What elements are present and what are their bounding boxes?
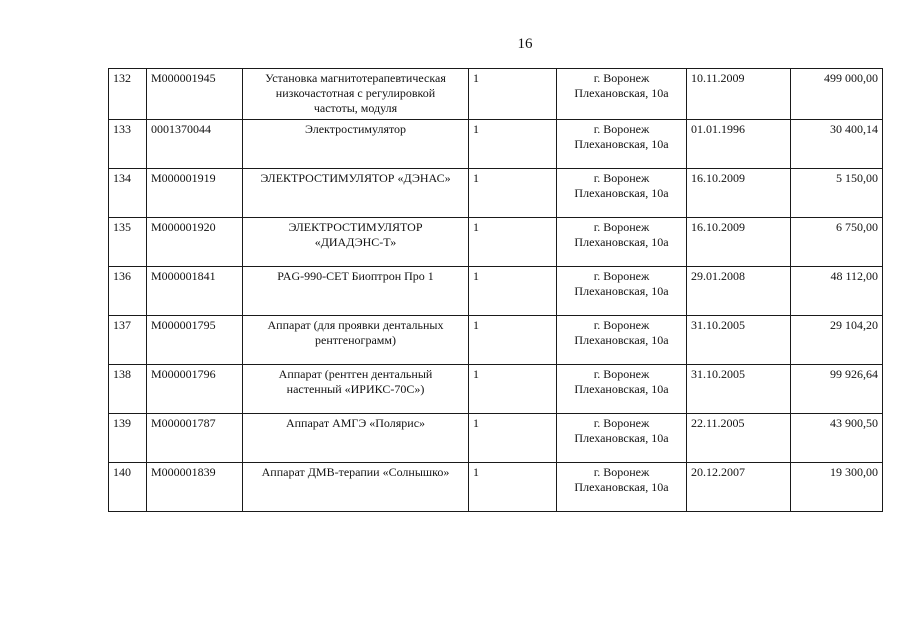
address-line: Плехановская, 10а — [574, 86, 669, 100]
address-cell — [557, 365, 687, 414]
date: 20.12.2007 — [691, 465, 745, 479]
item-name-line: ЭЛЕКТРОСТИМУЛЯТОР — [288, 220, 423, 234]
sum: 48 112,00 — [830, 269, 878, 283]
date: 16.10.2009 — [691, 171, 745, 185]
sum-cell — [791, 463, 883, 512]
table-row — [109, 463, 883, 512]
quantity-cell — [469, 463, 557, 512]
row-number-cell — [109, 169, 147, 218]
address-line: г. Воронеж — [593, 220, 650, 234]
address-line: г. Воронеж — [593, 171, 650, 185]
address-line: г. Воронеж — [593, 122, 650, 136]
inventory-code: М000001795 — [151, 318, 216, 332]
row-number: 132 — [113, 71, 131, 85]
sum: 499 000,00 — [824, 71, 878, 85]
sum-cell — [791, 120, 883, 169]
sum-cell — [791, 414, 883, 463]
sum-cell — [791, 218, 883, 267]
inventory-code-cell — [147, 365, 243, 414]
date-cell — [687, 316, 791, 365]
item-name-cell — [243, 120, 469, 169]
address-cell — [557, 267, 687, 316]
address-cell — [557, 414, 687, 463]
row-number-cell — [109, 218, 147, 267]
address-line: Плехановская, 10а — [574, 284, 669, 298]
date: 31.10.2005 — [691, 318, 745, 332]
inventory-code-cell — [147, 69, 243, 120]
address-line: Плехановская, 10а — [574, 186, 669, 200]
row-number: 136 — [113, 269, 131, 283]
row-number-cell — [109, 414, 147, 463]
item-name-line: частоты, модуля — [313, 101, 398, 115]
table-row — [109, 365, 883, 414]
address-line: г. Воронеж — [593, 269, 650, 283]
address-line: Плехановская, 10а — [574, 480, 669, 494]
date-cell — [687, 463, 791, 512]
quantity: 1 — [473, 220, 479, 234]
date-cell — [687, 169, 791, 218]
item-name-line: Аппарат (для проявки дентальных — [267, 318, 444, 332]
sum: 43 900,50 — [830, 416, 878, 430]
table-row — [109, 120, 883, 169]
inventory-code: М000001920 — [151, 220, 216, 234]
row-number-cell — [109, 463, 147, 512]
inventory-code: М000001945 — [151, 71, 216, 85]
sum: 6 750,00 — [836, 220, 878, 234]
item-name-line: «ДИАДЭНС-Т» — [314, 235, 397, 249]
quantity: 1 — [473, 171, 479, 185]
address-line: Плехановская, 10а — [574, 333, 669, 347]
address-line: г. Воронеж — [593, 367, 650, 381]
table-row — [109, 69, 883, 120]
sum: 5 150,00 — [836, 171, 878, 185]
inventory-code-cell — [147, 463, 243, 512]
sum-cell — [791, 169, 883, 218]
inventory-code: М000001787 — [151, 416, 216, 430]
inventory-code: М000001841 — [151, 269, 216, 283]
sum-cell — [791, 316, 883, 365]
item-name-cell — [243, 69, 469, 120]
quantity: 1 — [473, 367, 479, 381]
table-row — [109, 414, 883, 463]
sum: 19 300,00 — [830, 465, 878, 479]
row-number: 140 — [113, 465, 131, 479]
row-number-cell — [109, 120, 147, 169]
inventory-code-cell — [147, 120, 243, 169]
table-row — [109, 267, 883, 316]
address-line: Плехановская, 10а — [574, 235, 669, 249]
item-name-line: ЭЛЕКТРОСТИМУЛЯТОР «ДЭНАС» — [260, 171, 451, 185]
page-number: 16 — [517, 36, 533, 52]
item-name-line: рентгенограмм) — [315, 333, 396, 347]
item-name-cell — [243, 169, 469, 218]
inventory-code: М000001839 — [151, 465, 216, 479]
date-cell — [687, 69, 791, 120]
item-name-line: Аппарат ДМВ-терапии «Солнышко» — [261, 465, 450, 479]
item-name-cell — [243, 316, 469, 365]
date-cell — [687, 218, 791, 267]
table-row — [109, 218, 883, 267]
quantity-cell — [469, 267, 557, 316]
quantity-cell — [469, 316, 557, 365]
quantity: 1 — [473, 71, 479, 85]
date: 01.01.1996 — [691, 122, 745, 136]
inventory-code: М000001796 — [151, 367, 216, 381]
inventory-code-cell — [147, 267, 243, 316]
sum: 29 104,20 — [830, 318, 878, 332]
row-number-cell — [109, 69, 147, 120]
inventory-code: 0001370044 — [151, 122, 211, 136]
address-cell — [557, 218, 687, 267]
sum: 99 926,64 — [830, 367, 878, 381]
quantity-cell — [469, 69, 557, 120]
sum-cell — [791, 69, 883, 120]
date-cell — [687, 365, 791, 414]
date: 22.11.2005 — [691, 416, 745, 430]
inventory-code-cell — [147, 414, 243, 463]
quantity: 1 — [473, 465, 479, 479]
date: 16.10.2009 — [691, 220, 745, 234]
item-name-line: Аппарат АМГЭ «Полярис» — [285, 416, 426, 430]
date-cell — [687, 120, 791, 169]
inventory-code: М000001919 — [151, 171, 216, 185]
quantity-cell — [469, 414, 557, 463]
address-cell — [557, 169, 687, 218]
quantity-cell — [469, 365, 557, 414]
date: 29.01.2008 — [691, 269, 745, 283]
address-line: Плехановская, 10а — [574, 137, 669, 151]
item-name-line: Установка магнитотерапевтическая — [265, 71, 446, 85]
item-name-line: PAG-990-CET Биоптрон Про 1 — [277, 269, 434, 283]
row-number-cell — [109, 267, 147, 316]
quantity: 1 — [473, 122, 479, 136]
row-number: 138 — [113, 367, 131, 381]
quantity: 1 — [473, 318, 479, 332]
address-line: Плехановская, 10а — [574, 431, 669, 445]
address-line: г. Воронеж — [593, 416, 650, 430]
table-row — [109, 169, 883, 218]
item-name-cell — [243, 414, 469, 463]
date: 31.10.2005 — [691, 367, 745, 381]
item-name-cell — [243, 365, 469, 414]
address-line: г. Воронеж — [593, 71, 650, 85]
item-name-line: настенный «ИРИКС-70С») — [286, 382, 425, 396]
item-name-line: низкочастотная с регулировкой — [275, 86, 436, 100]
address-cell — [557, 316, 687, 365]
address-line: г. Воронеж — [593, 465, 650, 479]
date-cell — [687, 267, 791, 316]
row-number-cell — [109, 365, 147, 414]
row-number: 134 — [113, 171, 131, 185]
sum-cell — [791, 365, 883, 414]
inventory-code-cell — [147, 316, 243, 365]
quantity-cell — [469, 218, 557, 267]
sum: 30 400,14 — [830, 122, 878, 136]
item-name-cell — [243, 218, 469, 267]
address-line: г. Воронеж — [593, 318, 650, 332]
inventory-code-cell — [147, 218, 243, 267]
quantity: 1 — [473, 269, 479, 283]
inventory-table — [108, 68, 883, 512]
item-name-line: Электростимулятор — [304, 122, 407, 136]
address-cell — [557, 120, 687, 169]
address-cell — [557, 463, 687, 512]
row-number: 137 — [113, 318, 131, 332]
sum-cell — [791, 267, 883, 316]
row-number: 135 — [113, 220, 131, 234]
quantity-cell — [469, 120, 557, 169]
item-name-line: Аппарат (рентген дентальный — [278, 367, 433, 381]
item-name-cell — [243, 267, 469, 316]
table-row — [109, 316, 883, 365]
date: 10.11.2009 — [691, 71, 745, 85]
table-body — [109, 69, 883, 512]
address-cell — [557, 69, 687, 120]
quantity-cell — [469, 169, 557, 218]
row-number: 139 — [113, 416, 131, 430]
quantity: 1 — [473, 416, 479, 430]
row-number: 133 — [113, 122, 131, 136]
date-cell — [687, 414, 791, 463]
item-name-cell — [243, 463, 469, 512]
row-number-cell — [109, 316, 147, 365]
inventory-code-cell — [147, 169, 243, 218]
address-line: Плехановская, 10а — [574, 382, 669, 396]
